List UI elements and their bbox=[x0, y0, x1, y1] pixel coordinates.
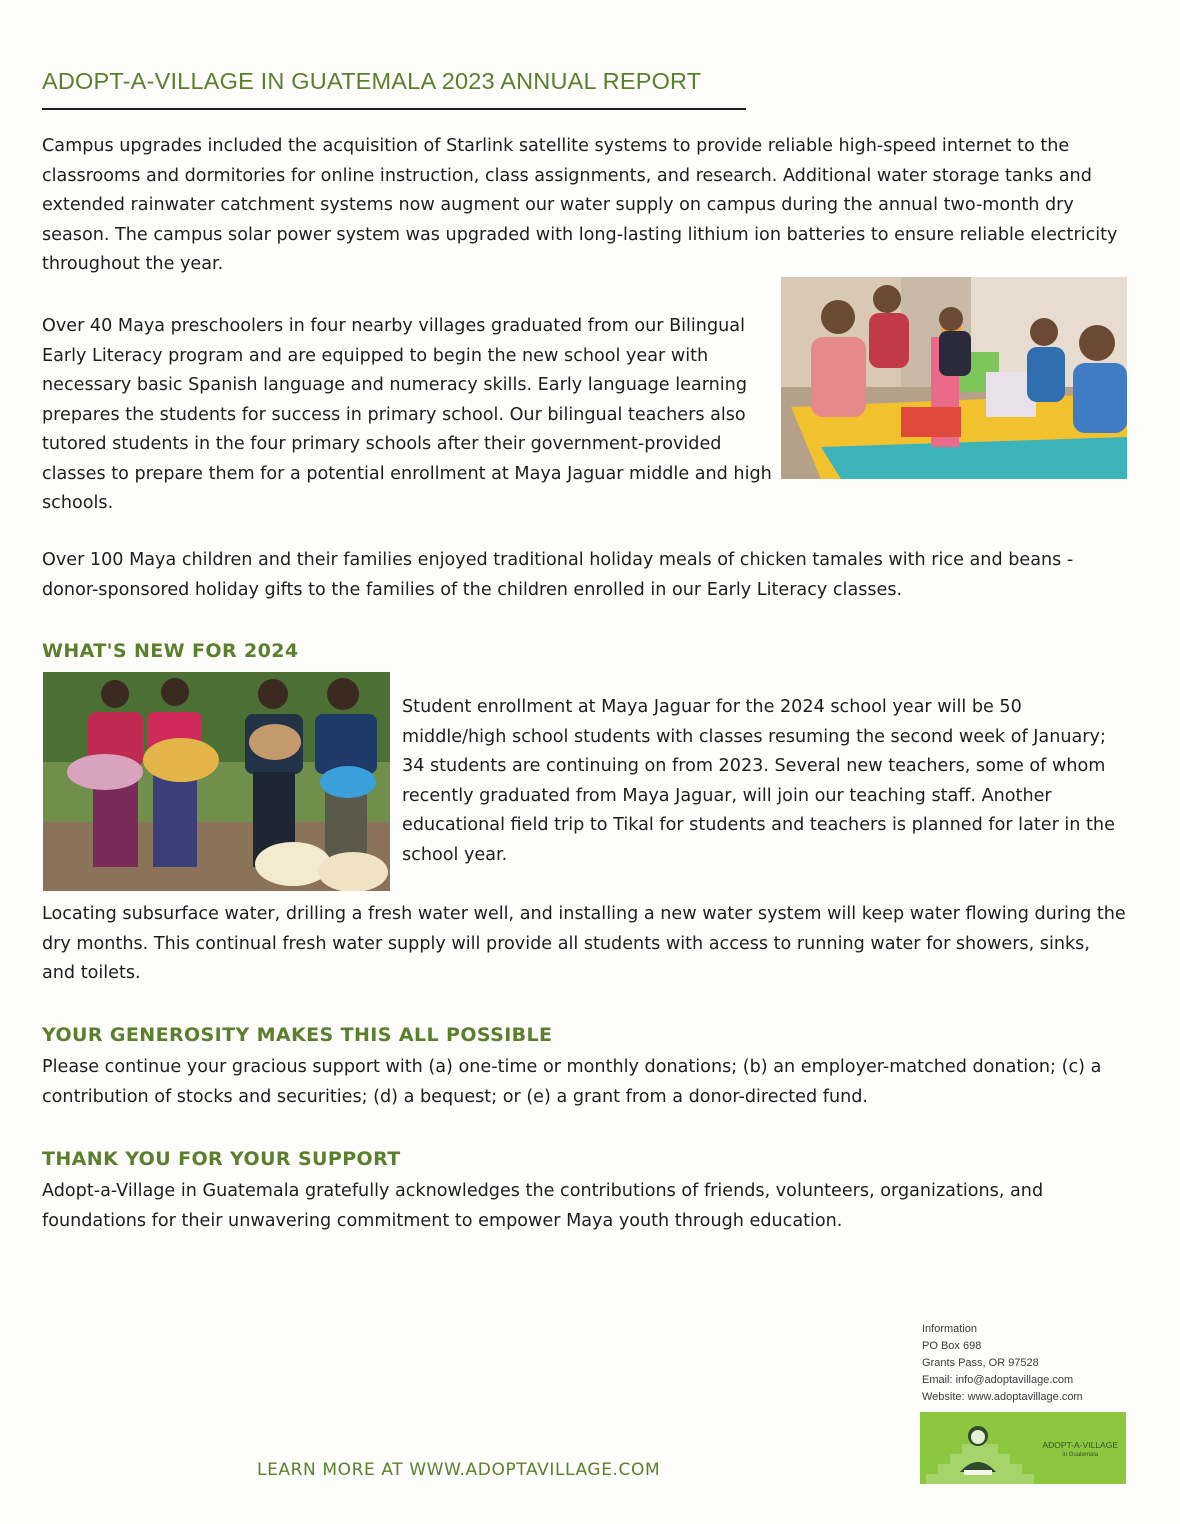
photo-preschool-classroom bbox=[781, 277, 1127, 479]
title-underline bbox=[42, 108, 746, 110]
report-title: ADOPT-A-VILLAGE IN GUATEMALA 2023 ANNUAL REPORT bbox=[42, 68, 702, 94]
logo-line1: ADOPT-A-VILLAGE bbox=[1042, 1440, 1118, 1450]
info-line-po-box: PO Box 698 bbox=[922, 1340, 982, 1352]
contact-info bbox=[922, 1321, 1083, 1406]
learn-more-link[interactable]: LEARN MORE AT WWW.ADOPTAVILLAGE.COM bbox=[257, 1460, 661, 1480]
paragraph-early-literacy: Over 40 Maya preschoolers in four nearby villages graduated from our Bilingual Early Literacy program and are equipped to begin the new school year with necessary basic Spanish language and numeracy skills. Early language learning prepares the students for success in primary school. Our bilingual teachers also tutored students in the four primary schools after their government-provided classes to prepare them for a potential enrollment at Maya Jaguar middle and high schools. bbox=[42, 316, 772, 513]
paragraph-water-system: Locating subsurface water, drilling a fresh water well, and installing a new water system will keep water flowing during the dry months. This continual fresh water supply will provide all students with access to running water for showers, sinks, and toilets. bbox=[42, 904, 1126, 983]
adopt-a-village-logo bbox=[920, 1412, 1126, 1484]
photo-children-with-baskets bbox=[43, 672, 390, 891]
info-line-website[interactable]: Website: www.adoptavillage.com bbox=[922, 1391, 1083, 1403]
paragraph-thank-you: Adopt-a-Village in Guatemala gratefully acknowledges the contributions of friends, volunteers, organizations, and foundations for their unwavering commitment to empower Maya youth through education. bbox=[42, 1181, 1044, 1231]
info-line-label: Information bbox=[922, 1323, 978, 1335]
paragraph-enrollment-2024: Student enrollment at Maya Jaguar for the 2024 school year will be 50 middle/high school students with classes resuming the second week of January; 34 students are continuing on from 2023. Several new teachers, some of whom recently graduated from Maya Jaguar, will join our teaching staff. Another educational field trip to Tikal for students and teachers is planned for later in the school year. bbox=[402, 697, 1115, 865]
heading-whats-new: WHAT'S NEW FOR 2024 bbox=[42, 640, 299, 662]
heading-thank-you: THANK YOU FOR YOUR SUPPORT bbox=[42, 1148, 401, 1170]
logo-line2: in Guatemala bbox=[1062, 1452, 1099, 1458]
info-line-city: Grants Pass, OR 97528 bbox=[922, 1357, 1039, 1369]
logo-text bbox=[1042, 1440, 1118, 1460]
heading-generosity: YOUR GENEROSITY MAKES THIS ALL POSSIBLE bbox=[42, 1024, 553, 1046]
paragraph-holiday-meals: Over 100 Maya children and their families enjoyed traditional holiday meals of chicken tamales with rice and beans - donor-sponsored holiday gifts to the families of the children enrolled in our Early Literacy classes. bbox=[42, 550, 1074, 600]
paragraph-campus-upgrades: Campus upgrades included the acquisition of Starlink satellite systems to provide reliable high-speed internet to the classrooms and dormitories for online instruction, class assignments, and research. Additional water storage tanks and extended rainwater catchment systems now augment our water supply on campus during the annual two-month dry season. The campus solar power system was upgraded with long-lasting lithium ion batteries to ensure reliable electricity throughout the year. bbox=[42, 136, 1118, 274]
info-line-email[interactable]: Email: info@adoptavillage.com bbox=[922, 1374, 1074, 1386]
paragraph-generosity: Please continue your gracious support with (a) one-time or monthly donations; (b) an employer-matched donation; (c) a contribution of stocks and securities; (d) a bequest; or (e) a grant from a donor-directed fund. bbox=[42, 1057, 1102, 1107]
